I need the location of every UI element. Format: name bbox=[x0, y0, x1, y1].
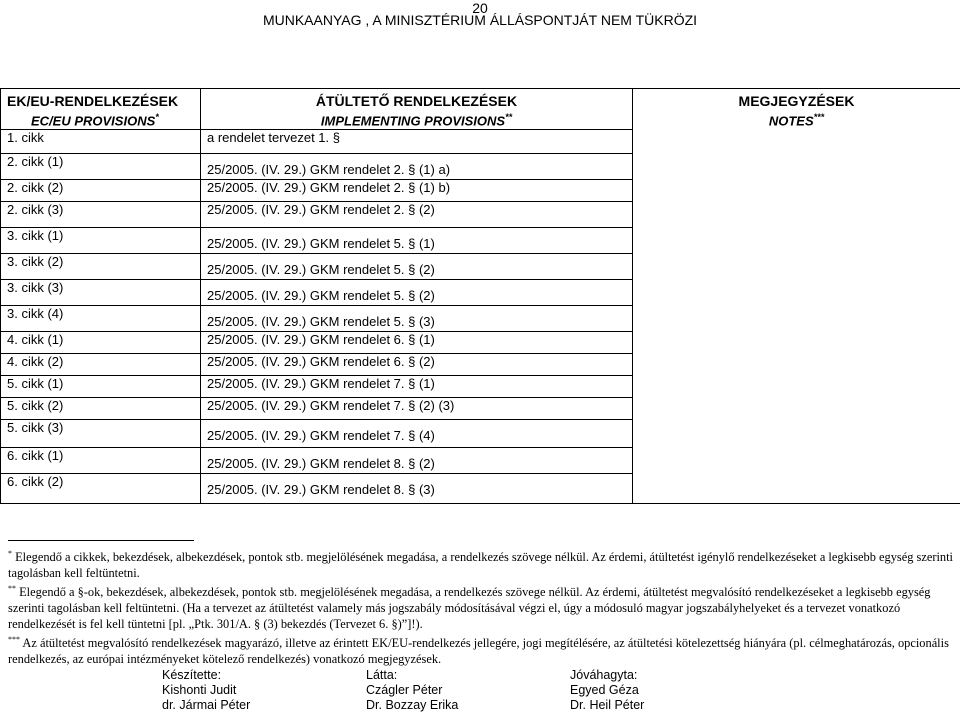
seen-name-1: Czágler Péter bbox=[366, 683, 443, 697]
implementing-provision-cell bbox=[201, 154, 633, 180]
implementing-provision-cell bbox=[201, 420, 633, 448]
signature-prepared bbox=[162, 668, 250, 713]
notes-column bbox=[633, 89, 960, 504]
header-eu-subtitle bbox=[7, 109, 194, 129]
eu-provision-cell: 2. cikk (2) bbox=[1, 180, 201, 202]
footnote-2-text: Elegendő a §-ok, bekezdések, albekezdések, pontok stb. megjelölésének megadása, a rendelkezés szövege nélkül. Az érdemi, átültetést megvalósító rendelkezéseket a legkisebb egység szerinti tagolásban kell feltüntetni. (Ha a tervezet az átültetést valamely más jogszabály módosításával végzi el, úgy a módosuló magyar jogszabályhelyeket és a tervezet vonatkozó rendelkezését is fel kell tüntetni [pl. „Ptk. 301/A. § (3) bekezdés (Tervezet 6. §)”]!). bbox=[8, 585, 931, 632]
footnote-mark-2: ** bbox=[505, 112, 513, 122]
implementing-provision-text: 25/2005. (IV. 29.) GKM rendelet 8. § (2) bbox=[207, 456, 435, 472]
prepared-label: Készítette: bbox=[162, 668, 222, 682]
implementing-provision-text: 25/2005. (IV. 29.) GKM rendelet 5. § (2) bbox=[207, 262, 435, 278]
eu-provision-cell: 5. cikk (2) bbox=[1, 398, 201, 420]
eu-provision-cell: 6. cikk (2) bbox=[1, 474, 201, 504]
implementing-provision-text: 25/2005. (IV. 29.) GKM rendelet 5. § (1) bbox=[207, 236, 435, 252]
seen-name-2: Dr. Bozzay Erika bbox=[366, 698, 459, 712]
header-eu-subtitle-text: EC/EU PROVISIONS bbox=[31, 113, 156, 129]
eu-provision-cell: 5. cikk (1) bbox=[1, 376, 201, 398]
implementing-provision-cell bbox=[201, 254, 633, 280]
footnote-mark-1: * bbox=[155, 112, 159, 122]
implementing-provision-cell: 25/2005. (IV. 29.) GKM rendelet 6. § (1) bbox=[201, 332, 633, 354]
footnote-2-mark: ** bbox=[8, 584, 16, 594]
footnote-1 bbox=[8, 546, 954, 581]
correlation-table bbox=[0, 88, 960, 504]
header-notes-title: MEGJEGYZÉSEK bbox=[738, 93, 855, 109]
eu-provision-cell: 3. cikk (3) bbox=[1, 280, 201, 306]
signature-seen bbox=[366, 668, 458, 713]
implementing-provision-cell bbox=[201, 228, 633, 254]
header-impl-title: ÁTÜLTETŐ RENDELKEZÉSEK bbox=[315, 93, 518, 109]
eu-provision-cell: 3. cikk (1) bbox=[1, 228, 201, 254]
header-implementing-provisions bbox=[201, 89, 633, 130]
implementing-provision-cell: 25/2005. (IV. 29.) GKM rendelet 2. § (2) bbox=[201, 202, 633, 228]
footnote-3-text: Az átültetést megvalósító rendelkezések magyarázó, illetve az érintett EK/EU-rendelkezés jellegére, jogi megítélésére, az átültetési kötelezettség hiányára (pl. célmeghatározás, opcionális rendelkezés, az európai intézményeket kötelező rendelkezés) vonatkozó megjegyzések. bbox=[8, 636, 949, 667]
eu-provision-cell: 3. cikk (4) bbox=[1, 306, 201, 332]
eu-provision-cell: 6. cikk (1) bbox=[1, 448, 201, 474]
implementing-provision-text: 25/2005. (IV. 29.) GKM rendelet 2. § (1) a) bbox=[207, 162, 451, 178]
footnote-mark-3: *** bbox=[813, 112, 825, 122]
header-notes-subtitle-text: NOTES bbox=[768, 113, 814, 129]
implementing-provision-text: 25/2005. (IV. 29.) GKM rendelet 5. § (2) bbox=[207, 288, 435, 304]
draft-watermark: MUNKAANYAG , A MINISZTÉRIUM ÁLLÁSPONTJÁT NEM TÜKRÖZI bbox=[262, 12, 698, 28]
footnote-3-mark: *** bbox=[8, 635, 20, 645]
implementing-provision-cell bbox=[201, 306, 633, 332]
page-number: 20 bbox=[472, 0, 488, 16]
eu-provision-cell: 5. cikk (3) bbox=[1, 420, 201, 448]
implementing-provision-cell: 25/2005. (IV. 29.) GKM rendelet 7. § (2) (3) bbox=[201, 398, 633, 420]
header-impl-subtitle-text: IMPLEMENTING PROVISIONS bbox=[320, 113, 506, 129]
signature-approved bbox=[570, 668, 644, 713]
seen-label: Látta: bbox=[366, 668, 398, 682]
prepared-name-2: dr. Jármai Péter bbox=[162, 698, 251, 712]
header-eu-title: EK/EU-RENDELKEZÉSEK bbox=[7, 93, 179, 109]
approved-name-2: Dr. Heil Péter bbox=[570, 698, 645, 712]
prepared-name-1: Kishonti Judit bbox=[162, 683, 237, 697]
implementing-provision-text: 25/2005. (IV. 29.) GKM rendelet 7. § (4) bbox=[207, 428, 435, 444]
implementing-provision-cell: 25/2005. (IV. 29.) GKM rendelet 7. § (1) bbox=[201, 376, 633, 398]
header-impl-subtitle bbox=[207, 109, 626, 129]
implementing-provision-cell bbox=[201, 474, 633, 504]
eu-provision-cell: 4. cikk (2) bbox=[1, 354, 201, 376]
eu-provision-cell: 3. cikk (2) bbox=[1, 254, 201, 280]
header-notes-subtitle bbox=[639, 109, 954, 129]
approved-name-1: Egyed Géza bbox=[570, 683, 639, 697]
eu-provision-cell: 1. cikk bbox=[1, 130, 201, 154]
implementing-provision-cell bbox=[201, 448, 633, 474]
footnote-1-text: Elegendő a cikkek, bekezdések, albekezdések, pontok stb. megjelölésének megadása, a rendelkezés szövege nélkül. Az érdemi, átültetést igénylő rendelkezéseket a legkisebb egység szerinti tagolásban kell feltüntetni. bbox=[8, 550, 953, 581]
footnote-3 bbox=[8, 632, 954, 667]
implementing-provision-cell: a rendelet tervezet 1. § bbox=[201, 130, 633, 154]
footnote-1-mark: * bbox=[8, 549, 12, 558]
implementing-provision-cell: 25/2005. (IV. 29.) GKM rendelet 6. § (2) bbox=[201, 354, 633, 376]
footnotes bbox=[8, 546, 954, 667]
table-header-row bbox=[1, 89, 960, 130]
implementing-provision-text: 25/2005. (IV. 29.) GKM rendelet 8. § (3) bbox=[207, 482, 435, 498]
eu-provision-cell: 4. cikk (1) bbox=[1, 332, 201, 354]
footnote-2 bbox=[8, 581, 954, 632]
implementing-provision-cell bbox=[201, 280, 633, 306]
implementing-provision-cell: 25/2005. (IV. 29.) GKM rendelet 2. § (1) b) bbox=[201, 180, 633, 202]
header-eu-provisions bbox=[1, 89, 201, 130]
eu-provision-cell: 2. cikk (1) bbox=[1, 154, 201, 180]
approved-label: Jóváhagyta: bbox=[570, 668, 638, 682]
footnote-separator bbox=[8, 540, 194, 541]
implementing-provision-text: 25/2005. (IV. 29.) GKM rendelet 5. § (3) bbox=[207, 314, 435, 330]
eu-provision-cell: 2. cikk (3) bbox=[1, 202, 201, 228]
